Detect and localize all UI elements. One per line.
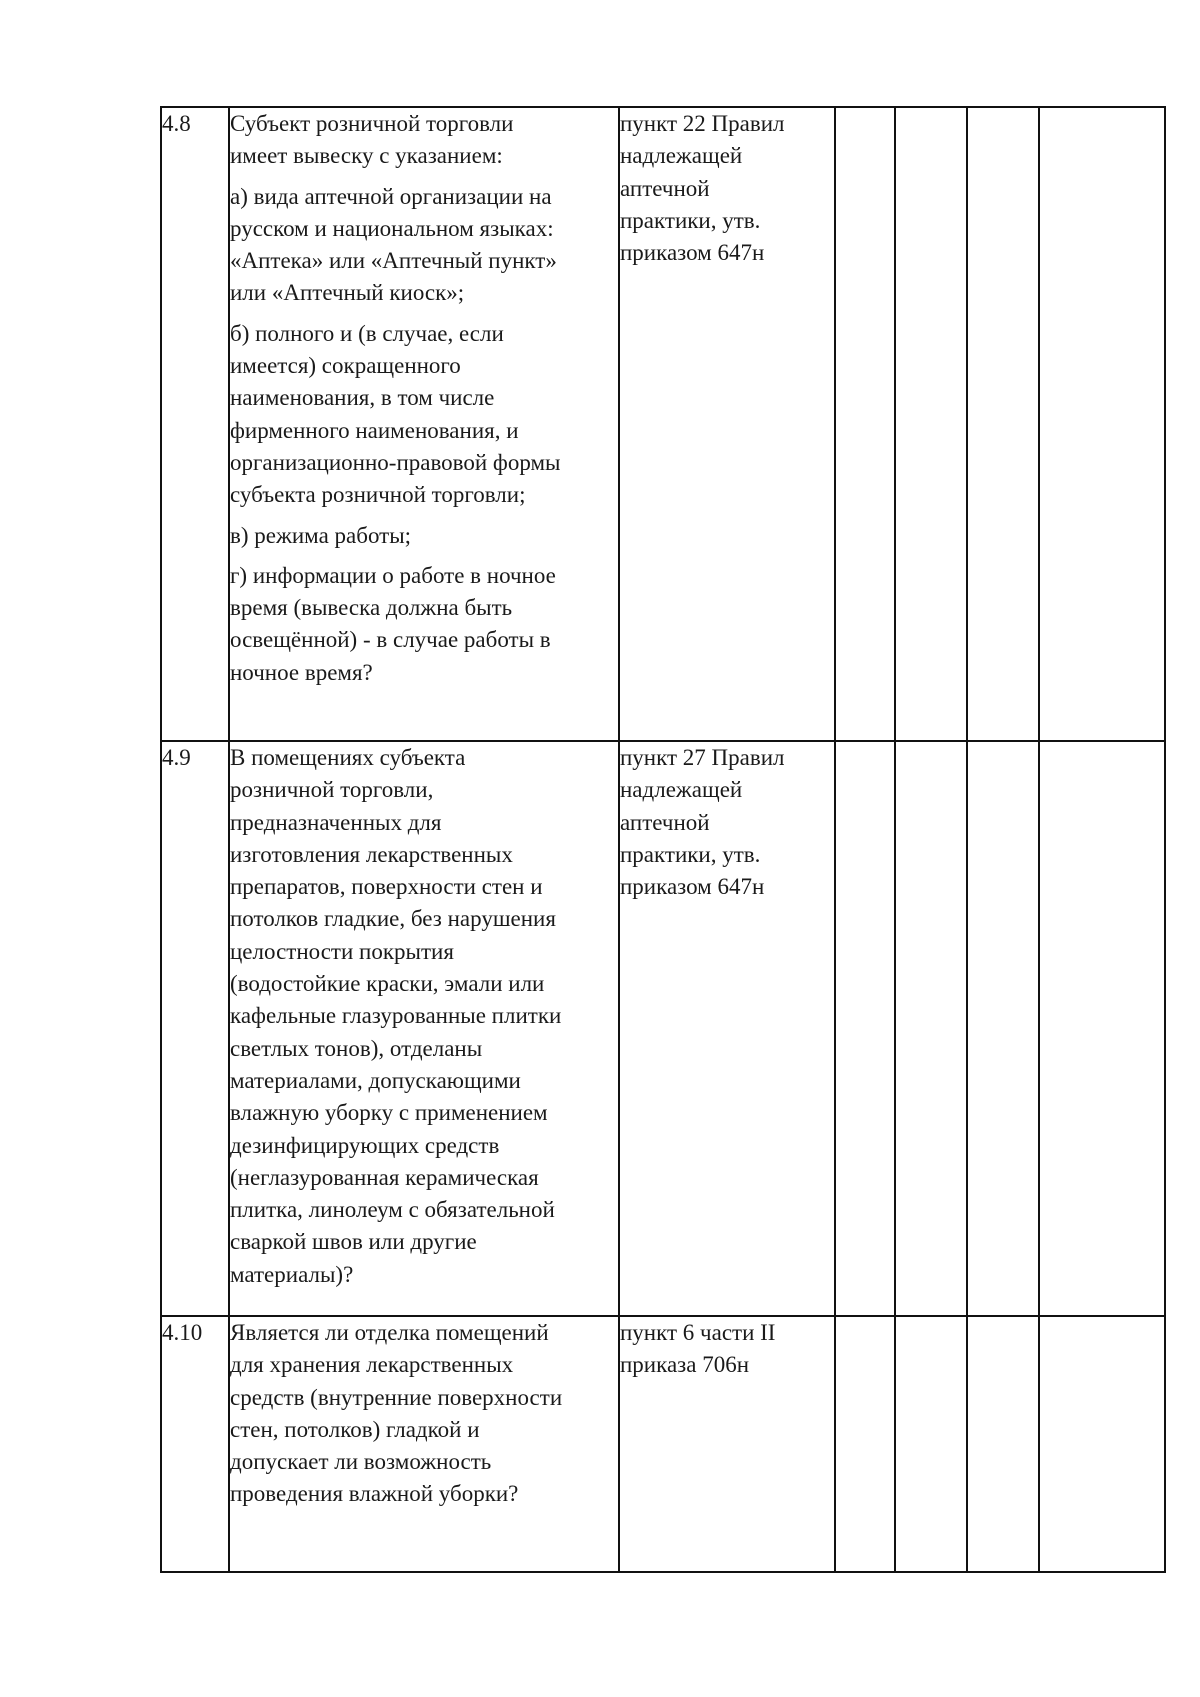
item-number: 4.10: [161, 1316, 229, 1572]
requirement-paragraph: б) полного и (в случае, если имеется) сокращенного наименования, в том числе фирменного наименования, и организационно-правовой формы субъекта розничной торговли;: [230, 320, 561, 508]
empty-mark-cell: [895, 741, 967, 1316]
empty-mark-cell: [895, 107, 967, 741]
requirement-cell: [229, 1316, 619, 1572]
empty-mark-cell: [967, 741, 1039, 1316]
requirement-paragraph: В помещениях субъекта розничной торговли, предназначенных для изготовления лекарственных препаратов, поверхности стен и потолков гладкие, без нарушения целостности покрытия (водостойкие краски, эмали или кафельные глазурованные плитки светлых тонов), отделаны материалами, допускающими влажную уборку с применением дезинфицирующих средств (неглазурованная керамическая плитка, линолеум с обязательной сваркой швов или другие материалы)?: [230, 745, 562, 1287]
item-number: 4.8: [161, 107, 229, 741]
item-number: 4.9: [161, 741, 229, 1316]
empty-mark-cell: [967, 107, 1039, 741]
empty-mark-cell: [835, 1316, 895, 1572]
requirement-paragraph: Является ли отделка помещений для хранения лекарственных средств (внутренние поверхности стен, потолков) гладкой и допускает ли возможность проведения влажной уборки?: [230, 1320, 563, 1507]
empty-mark-cell: [895, 1316, 967, 1572]
reference-cell: пункт 22 Правил надлежащей аптечной практики, утв. приказом 647н: [619, 107, 835, 741]
reference-cell: пункт 27 Правил надлежащей аптечной практики, утв. приказом 647н: [619, 741, 835, 1316]
table-row: [161, 1316, 1165, 1572]
requirement-paragraph: Субъект розничной торговли имеет вывеску с указанием:: [230, 111, 514, 169]
empty-mark-cell: [1039, 741, 1165, 1316]
empty-mark-cell: [967, 1316, 1039, 1572]
requirement-cell: [229, 107, 619, 741]
table-row: [161, 107, 1165, 741]
requirement-paragraph: г) информации о работе в ночное время (вывеска должна быть освещённой) - в случае работы в ночное время?: [230, 562, 556, 685]
table-row: [161, 741, 1165, 1316]
empty-mark-cell: [1039, 1316, 1165, 1572]
requirement-paragraph: а) вида аптечной организации на русском и национальном языках: «Аптека» или «Аптечный пункт» или «Аптечный киоск»;: [230, 183, 557, 306]
requirement-cell: [229, 741, 619, 1316]
empty-mark-cell: [1039, 107, 1165, 741]
reference-cell: пункт 6 части II приказа 706н: [619, 1316, 835, 1572]
checklist-table: [160, 106, 1166, 1573]
requirement-paragraph: в) режима работы;: [230, 522, 412, 548]
empty-mark-cell: [835, 741, 895, 1316]
empty-mark-cell: [835, 107, 895, 741]
